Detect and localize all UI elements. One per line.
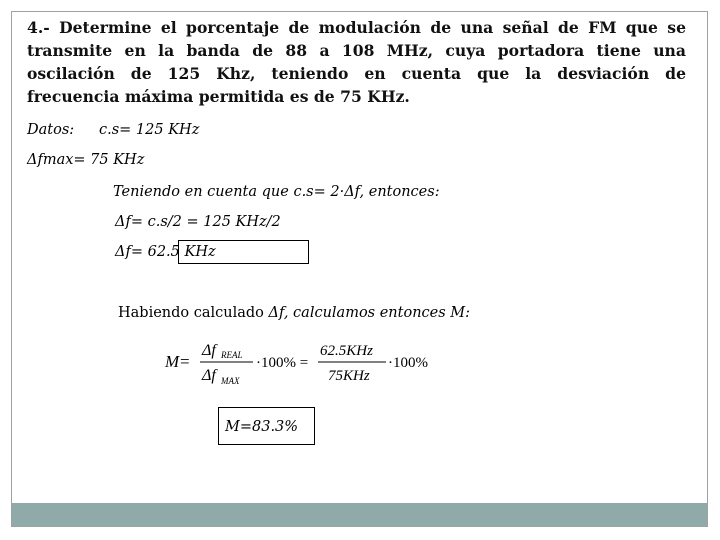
result-text: M=83.3% xyxy=(225,419,299,435)
modulation-formula xyxy=(160,338,450,388)
datos-fmax: Δfmax= 75 KHz xyxy=(27,152,145,168)
step-habiendo xyxy=(118,305,470,321)
formula-den1-sub: MAX xyxy=(221,376,240,386)
habiendo-rest: Δf, calculamos entonces M: xyxy=(268,305,471,321)
formula-factor2: ·100% xyxy=(388,355,428,371)
formula-lhs: M xyxy=(165,352,180,371)
formula-den1: Δf xyxy=(202,367,216,384)
formula-eq: = xyxy=(180,352,190,371)
formula-den2: 75KHz xyxy=(328,368,370,384)
step-intro: Teniendo en cuenta que c.s= 2·Δf, entonces: xyxy=(113,184,440,200)
datos-cs: c.s= 125 KHz xyxy=(99,122,200,138)
problem-line-4: frecuencia máxima permitida es de 75 KHz. xyxy=(27,87,410,106)
highlight-box xyxy=(178,240,309,264)
formula-num1-sub: REAL xyxy=(221,350,243,360)
problem-line-1: 4.- Determine el porcentaje de modulación de una señal de FM que se xyxy=(27,18,686,37)
formula-num2: 62.5KHz xyxy=(320,343,373,359)
problem-line-3: oscilación de 125 Khz, teniendo en cuenta que la desviación de xyxy=(27,64,686,83)
formula-factor1: ·100% = xyxy=(256,355,309,371)
footer-bar xyxy=(12,503,707,526)
habiendo-prefix: Habiendo calculado xyxy=(118,305,269,321)
problem-statement xyxy=(27,16,686,108)
formula-num1: Δf xyxy=(202,342,216,359)
step-eq2: Δf= 62.5 KHz xyxy=(115,244,216,260)
step-eq1: Δf= c.s/2 = 125 KHz/2 xyxy=(115,214,281,230)
problem-line-2: transmite en la banda de 88 a 108 MHz, cuya portadora tiene una xyxy=(27,41,686,60)
datos-label: Datos: xyxy=(27,122,75,138)
